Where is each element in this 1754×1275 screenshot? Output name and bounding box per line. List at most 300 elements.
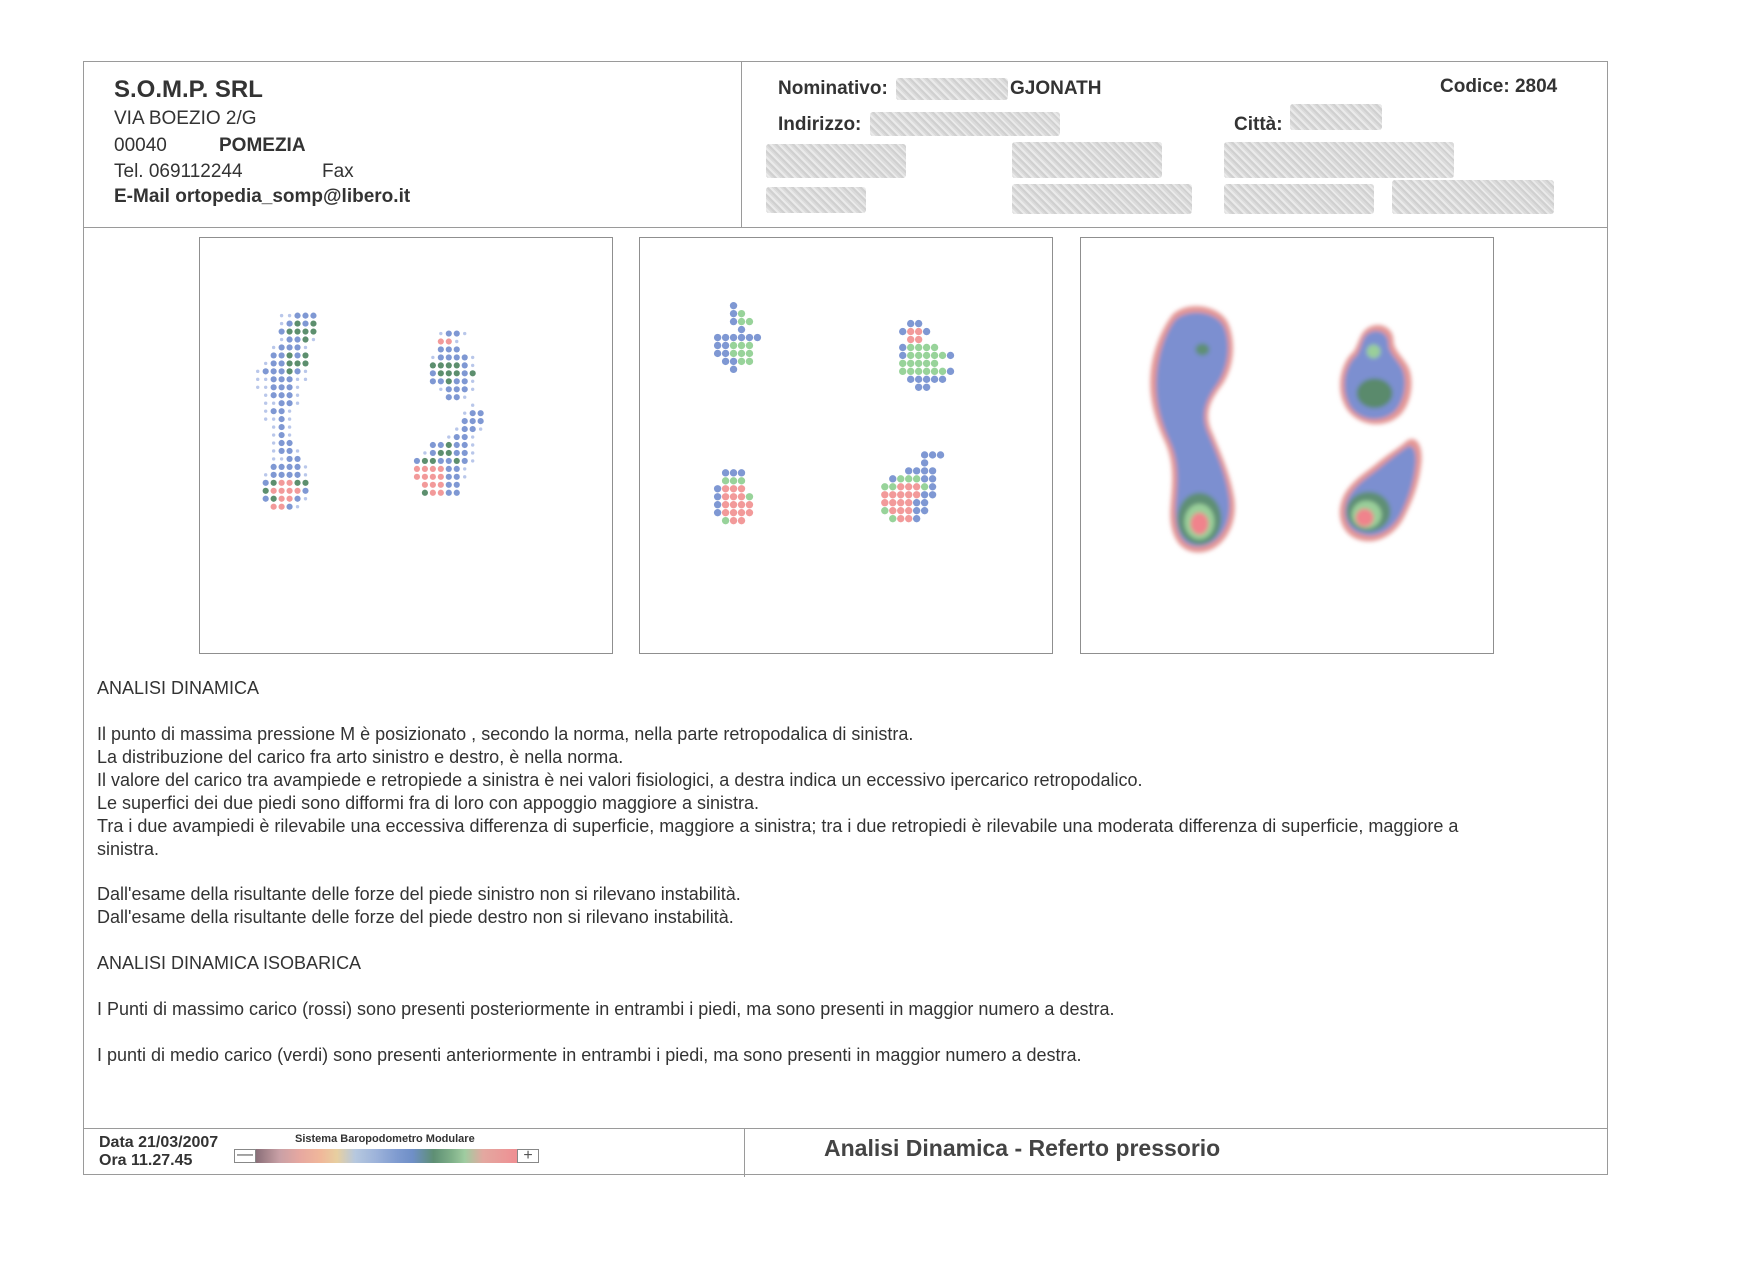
footer-datetime (99, 1134, 218, 1170)
pressure-dot (454, 394, 460, 400)
pressure-dot (422, 490, 428, 496)
pressure-dot (271, 392, 277, 398)
pressure-dot (310, 313, 316, 319)
isobaric-dot (897, 515, 904, 522)
pressure-dot (271, 384, 277, 390)
isobaric-dot (746, 350, 753, 357)
isobaric-dot (730, 358, 737, 365)
isobaric-dot (730, 469, 737, 476)
isobaric-dot (921, 459, 928, 466)
isobaric-dot (899, 328, 906, 335)
pressure-dot (446, 378, 452, 384)
isobaric-dot (907, 320, 914, 327)
pressure-dot (280, 338, 283, 341)
isobaric-dot (905, 491, 912, 498)
isobaric-dot (730, 350, 737, 357)
pressure-dot (256, 386, 259, 389)
isobaric-dot (907, 336, 914, 343)
isobaric-dot (905, 507, 912, 514)
isobaric-dot (889, 515, 896, 522)
report-line: Il punto di massima pressione M è posizionato , secondo la norma, nella parte retropodalica di sinistra. (97, 724, 914, 744)
isobaric-dot (746, 493, 753, 500)
isobaric-dot (923, 328, 930, 335)
pressure-dot (454, 362, 460, 368)
pressure-dot (463, 411, 466, 414)
pressure-dot (272, 433, 275, 436)
pressure-dot (430, 490, 436, 496)
isobaric-dot (931, 368, 938, 375)
isobaric-dot (905, 515, 912, 522)
pressure-dot (296, 449, 299, 452)
pressure-dot (294, 480, 300, 486)
pressure-dot (279, 496, 285, 502)
isobaric-dot (730, 517, 737, 524)
pressure-dot (271, 464, 277, 470)
pressure-dot (286, 480, 292, 486)
pressure-dot (454, 466, 460, 472)
isobaric-dot (730, 501, 737, 508)
pressure-dot (264, 417, 267, 420)
pressure-dot (422, 482, 428, 488)
isobaric-dot (738, 350, 745, 357)
pressure-dot (271, 368, 277, 374)
isobaric-dot (730, 310, 737, 317)
isobaric-dot (738, 477, 745, 484)
isobaric-dot (915, 336, 922, 343)
pressure-dot (286, 464, 292, 470)
isobaric-dot (738, 342, 745, 349)
pressure-dot (272, 449, 275, 452)
pressure-dot (302, 360, 308, 366)
isobaric-dot (714, 501, 721, 508)
pressure-dot (264, 362, 267, 365)
isobaric-dot (738, 469, 745, 476)
pressure-dot (470, 410, 476, 416)
pressure-dot (279, 368, 285, 374)
pressure-dot (286, 360, 292, 366)
isobaric-dot (915, 384, 922, 391)
pressure-dot (422, 474, 428, 480)
isobaric-dot (931, 376, 938, 383)
pressure-dot (462, 354, 468, 360)
pressure-dot (438, 482, 444, 488)
isobaric-dot (714, 485, 721, 492)
pressure-dot (279, 328, 285, 334)
redacted-field (766, 187, 866, 213)
isobaric-dot (738, 310, 745, 317)
isobaric-dot (907, 376, 914, 383)
isobaric-dot (931, 360, 938, 367)
pressure-dot (279, 392, 285, 398)
pressure-dot (271, 376, 277, 382)
pressure-dot (286, 456, 292, 462)
pressure-map-panel (1080, 237, 1494, 654)
report-line: Dall'esame della risultante delle forze del piede destro non si rilevano instabilità. (97, 907, 734, 927)
isobaric-dot (923, 344, 930, 351)
isobaric-dot (921, 475, 928, 482)
pressure-dot (471, 451, 474, 454)
isobaric-dot (730, 477, 737, 484)
pressure-dot (296, 505, 299, 508)
isobaric-dot (931, 344, 938, 351)
nominativo-label: Nominativo: (778, 78, 888, 99)
redacted-name (896, 78, 1008, 100)
pressure-dot (471, 356, 474, 359)
isobaric-dot (746, 358, 753, 365)
report-line: I Punti di massimo carico (rossi) sono presenti posteriormente in entrambi i piedi, ma sono presenti in maggior numero a destra. (97, 999, 1115, 1019)
pressure-dot (446, 346, 452, 352)
isobaric-dot (714, 350, 721, 357)
isobaric-dot (897, 499, 904, 506)
pressure-dot (430, 378, 436, 384)
redacted-field (1224, 184, 1374, 214)
pressure-dot (286, 488, 292, 494)
pressure-dot (438, 458, 444, 464)
pressure-dot (462, 426, 468, 432)
isobaric-panel (639, 237, 1053, 654)
isobaric-dot (947, 352, 954, 359)
pressure-dot (462, 362, 468, 368)
isobaric-dot (899, 344, 906, 351)
isobaric-dot (907, 360, 914, 367)
pressure-dot (263, 480, 269, 486)
pressure-dot (438, 370, 444, 376)
pressure-dot (438, 450, 444, 456)
company-city: POMEZIA (219, 135, 306, 156)
pressure-dot (279, 504, 285, 510)
pressure-dot (264, 394, 267, 397)
pressure-dot (455, 340, 458, 343)
isobaric-dot (921, 507, 928, 514)
pressure-dot (430, 466, 436, 472)
pressure-dot (304, 465, 307, 468)
isobaric-dot (929, 483, 936, 490)
pressure-dot (312, 338, 315, 341)
pressure-dot (294, 360, 300, 366)
isobaric-dot (939, 376, 946, 383)
isobaric-dot (730, 485, 737, 492)
isobaric-dot (730, 366, 737, 373)
pressure-dot (302, 336, 308, 342)
pressure-dot (471, 388, 474, 391)
pressure-dot (463, 396, 466, 399)
pressure-dot (446, 370, 452, 376)
isobaric-dot (899, 368, 906, 375)
pressure-dot (454, 378, 460, 384)
pressure-dot (279, 488, 285, 494)
pressure-dot (471, 380, 474, 383)
pressure-dot (446, 482, 452, 488)
isobaric-dot (881, 499, 888, 506)
redacted-field (1012, 184, 1192, 214)
isobaric-dot (714, 509, 721, 516)
isobaric-dot (714, 334, 721, 341)
report-line: Il valore del carico tra avampiede e retropiede a sinistra è nei valori fisiologici, a destra indica un eccessivo ipercarico retropodalico. (97, 770, 1143, 790)
isobaric-dot (746, 501, 753, 508)
isobaric-dot (722, 509, 729, 516)
isobaric-dot (921, 467, 928, 474)
company-block (84, 62, 742, 227)
isobaric-dot (905, 483, 912, 490)
report-sheet (83, 61, 1608, 1175)
pressure-dot (304, 497, 307, 500)
pressure-dot (446, 450, 452, 456)
left-foot-map (1150, 306, 1235, 552)
isobaric-dot (722, 501, 729, 508)
pressure-dot (279, 352, 285, 358)
pressure-dot (454, 482, 460, 488)
isobaric-dot (722, 334, 729, 341)
pressure-dot (296, 402, 299, 405)
pressure-dot (446, 442, 452, 448)
pressure-dot (438, 346, 444, 352)
isobaric-dot (923, 352, 930, 359)
isobaric-plot (640, 238, 1052, 653)
isobaric-dot (947, 368, 954, 375)
pressure-dot (256, 370, 259, 373)
isobaric-dot (907, 344, 914, 351)
pressure-dot (310, 328, 316, 334)
pressure-dot (438, 378, 444, 384)
pressure-dot (279, 344, 285, 350)
isobaric-dot (897, 483, 904, 490)
pressure-dot (454, 346, 460, 352)
isobaric-dot (915, 376, 922, 383)
pressure-dot (446, 474, 452, 480)
pressure-dot (271, 408, 277, 414)
pressure-dot (462, 434, 468, 440)
pressure-dot (446, 338, 452, 344)
isobaric-dot (905, 499, 912, 506)
isobaric-dot (929, 491, 936, 498)
isobaric-dot (889, 499, 896, 506)
isobaric-dot (730, 318, 737, 325)
isobaric-dot (722, 350, 729, 357)
pressure-dot (286, 504, 292, 510)
pressure-dot (430, 370, 436, 376)
pressure-dot (454, 354, 460, 360)
pressure-dot (279, 432, 285, 438)
report-line: Dall'esame della risultante delle forze del piede sinistro non si rilevano instabilità. (97, 884, 741, 904)
footer-time: Ora 11.27.45 (99, 1152, 193, 1169)
pressure-dot (446, 362, 452, 368)
isobaric-dot (899, 352, 906, 359)
pressure-dot (256, 378, 259, 381)
section-title-isobaric: ANALISI DINAMICA ISOBARICA (97, 953, 362, 973)
isobaric-dot (913, 491, 920, 498)
report-line: Le superfici dei due piedi sono difformi fra di loro con appoggio maggiore a sinistra. (97, 793, 760, 813)
pressure-dot (439, 388, 442, 391)
pressure-dot (470, 418, 476, 424)
isobaric-dot (722, 358, 729, 365)
pressure-dot (288, 314, 291, 317)
company-fax: Fax (322, 161, 354, 182)
pressure-dot (294, 336, 300, 342)
citta-label: Città: (1234, 114, 1283, 135)
isobaric-dot (929, 467, 936, 474)
isobaric-dot (881, 483, 888, 490)
isobaric-dot (915, 328, 922, 335)
pressure-dot (286, 321, 292, 327)
indirizzo-label: Indirizzo: (778, 114, 862, 135)
isobaric-dot (730, 302, 737, 309)
pressure-dot (272, 457, 275, 460)
pressure-dot (462, 370, 468, 376)
pressure-dot (414, 466, 420, 472)
pressure-dot (286, 328, 292, 334)
pressure-dot (446, 330, 452, 336)
isobaric-dot (939, 368, 946, 375)
pressure-dot (286, 368, 292, 374)
pressure-dot (446, 386, 452, 392)
pressure-dot (264, 386, 267, 389)
pressure-dot (462, 450, 468, 456)
isobaric-dot (915, 352, 922, 359)
pressure-dot (286, 400, 292, 406)
pressure-dot (463, 467, 466, 470)
pressure-dot (455, 427, 458, 430)
pressure-dot (279, 448, 285, 454)
isobaric-dot (722, 517, 729, 524)
isobaric-dot (738, 485, 745, 492)
pressure-dot (304, 473, 307, 476)
company-address: VIA BOEZIO 2/G (114, 108, 257, 129)
pressure-dot (280, 457, 283, 460)
nominativo-value: GJONATH (1010, 78, 1102, 99)
isobaric-dot (730, 334, 737, 341)
pressure-dot (272, 402, 275, 405)
isobaric-dot (923, 360, 930, 367)
pressure-dot (294, 313, 300, 319)
isobaric-dot (915, 320, 922, 327)
company-cap: 00040 (114, 135, 167, 156)
pressure-map-plot (1081, 238, 1493, 653)
pressure-dot (302, 488, 308, 494)
pressure-dot (286, 440, 292, 446)
pressure-dot (430, 450, 436, 456)
pressure-dot (272, 441, 275, 444)
isobaric-dot (714, 342, 721, 349)
isobaric-dot (939, 352, 946, 359)
isobaric-dot (923, 376, 930, 383)
pressure-dot (271, 480, 277, 486)
pressure-dot (446, 490, 452, 496)
pressure-dot (286, 472, 292, 478)
pressure-dot (294, 328, 300, 334)
pressure-dot (310, 321, 316, 327)
pressure-dot (286, 352, 292, 358)
pressure-dot (302, 352, 308, 358)
pressure-dot (286, 336, 292, 342)
isobaric-dot (738, 318, 745, 325)
pressure-dot (470, 370, 476, 376)
pressure-dot (294, 321, 300, 327)
pressure-dot (414, 458, 420, 464)
pressure-dot (430, 362, 436, 368)
codice: Codice: 2804 (1440, 76, 1558, 97)
isobaric-dot (921, 483, 928, 490)
isobaric-dot (897, 475, 904, 482)
isobaric-dot (897, 507, 904, 514)
pressure-dot (304, 370, 307, 373)
pressure-dot (272, 346, 275, 349)
isobaric-dot (929, 451, 936, 458)
redacted-field (1224, 142, 1454, 178)
pressure-dot (302, 313, 308, 319)
pressure-dot (279, 400, 285, 406)
isobaric-dot (907, 352, 914, 359)
pressure-dot (462, 378, 468, 384)
pressure-dot (279, 480, 285, 486)
pressure-dot (294, 368, 300, 374)
pressure-dot (279, 424, 285, 430)
pressure-dot (264, 473, 267, 476)
pressure-dot (279, 464, 285, 470)
pressure-dot (454, 474, 460, 480)
isobaric-dot (889, 475, 896, 482)
isobaric-dot (923, 384, 930, 391)
pressure-dot (294, 344, 300, 350)
report-line: Tra i due avampiedi è rilevabile una eccessiva differenza di superficie, maggiore a sinistra; tra i due retropiedi è rilevabile una moderata differenza di superficie, maggiore a (97, 816, 1459, 836)
isobaric-dot (881, 507, 888, 514)
isobaric-dot (738, 326, 745, 333)
company-tel: Tel. 069112244 (114, 161, 243, 182)
pressure-dot (288, 425, 291, 428)
isobaric-dot (913, 467, 920, 474)
pressure-dot (430, 474, 436, 480)
isobaric-dot (915, 360, 922, 367)
isobaric-dot (913, 515, 920, 522)
pressure-dot (471, 435, 474, 438)
isobaric-dot (907, 328, 914, 335)
pressure-dot (280, 314, 283, 317)
pressure-dot (471, 459, 474, 462)
pressure-dot (454, 386, 460, 392)
pressure-dots-plot (200, 238, 612, 653)
pressure-dot (462, 418, 468, 424)
footer-title: Analisi Dinamica - Referto pressorio (824, 1135, 1221, 1161)
isobaric-dot (881, 491, 888, 498)
isobaric-dot (746, 318, 753, 325)
right-foot-map (1340, 325, 1422, 541)
pressure-dot (296, 394, 299, 397)
redacted-field (766, 144, 906, 178)
patient-block (742, 62, 1607, 227)
company-email: E-Mail ortopedia_somp@libero.it (114, 186, 411, 207)
pressure-dot (286, 384, 292, 390)
footer-info (84, 1129, 745, 1177)
isobaric-dot (905, 467, 912, 474)
isobaric-dot (746, 342, 753, 349)
pressure-dot (471, 364, 474, 367)
isobaric-dot (722, 342, 729, 349)
isobaric-dot (722, 477, 729, 484)
pressure-dot (454, 434, 460, 440)
isobaric-dot (915, 344, 922, 351)
pressure-dot (439, 332, 442, 335)
pressure-dot (286, 392, 292, 398)
pressure-dot (470, 426, 476, 432)
pressure-dot (438, 338, 444, 344)
pressure-dot (271, 488, 277, 494)
pressure-dot (438, 442, 444, 448)
isobaric-dot (937, 451, 944, 458)
pressure-dot (446, 466, 452, 472)
pressure-dot (462, 442, 468, 448)
pressure-dot (286, 448, 292, 454)
pressure-dot (423, 451, 426, 454)
isobaric-dot (746, 334, 753, 341)
